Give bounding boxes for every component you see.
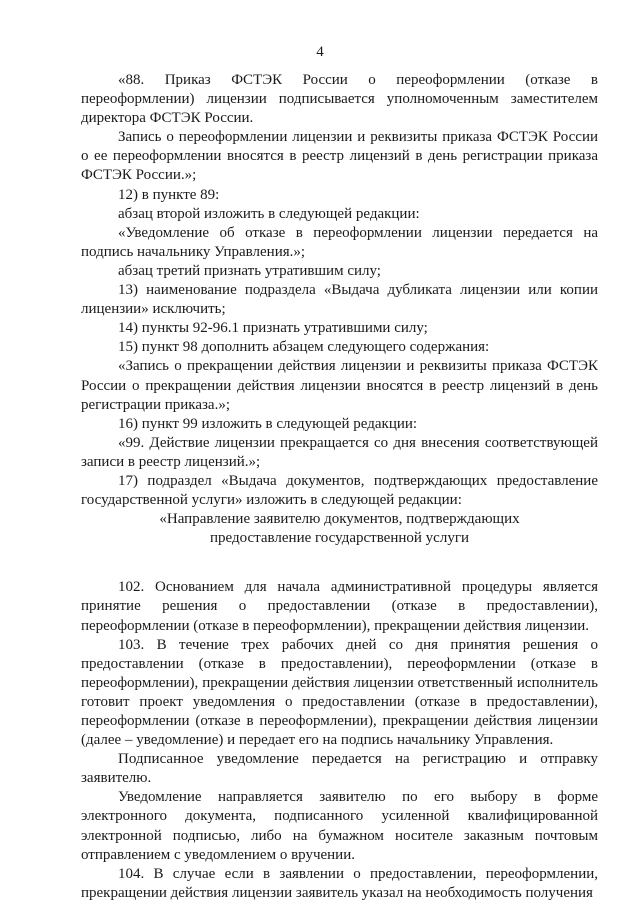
paragraph: Уведомление направляется заявителю по его выбору в форме электронного документа, подписанного усиленной квалифицированной электронной подписью, либо на бумажном носителе заказным почтовым отправлением с уведомлением о вручении. xyxy=(81,789,598,863)
paragraph: абзац второй изложить в следующей редакции: xyxy=(118,205,420,222)
paragraph: 13) наименование подраздела «Выдача дубликата лицензии или копии лицензии» исключить; xyxy=(81,282,598,318)
paragraph: 17) подраздел «Выдача документов, подтверждающих предоставление государственной услуги» изложить в следующей редакции: xyxy=(81,472,598,509)
page-number: 4 xyxy=(316,44,324,60)
paragraph: Запись о переоформлении лицензии и реквизиты приказа ФСТЭК России о ее переоформлении вносятся в реестр лицензий в день регистрации приказа ФСТЭК России.»; xyxy=(81,129,598,184)
paragraph: «Запись о прекращении действия лицензии и реквизиты приказа ФСТЭК России о прекращении действия лицензии вносятся в реестр лицензий в день регистрации приказа.»; xyxy=(81,358,598,413)
paragraph: «99. Действие лицензии прекращается со дня внесения соответствующей записи в реестр лицензий.»; xyxy=(81,434,598,470)
paragraph: 16) пункт 99 изложить в следующей редакции: xyxy=(118,415,418,432)
section-heading: «Направление заявителю документов, подтверждающих предоставление государственной услуги xyxy=(159,511,520,547)
paragraph: 104. В случае если в заявлении о предоставлении, переоформлении, прекращении действия лицензии заявитель указал на необходимость получения xyxy=(81,865,598,901)
paragraph: 103. В течение трех рабочих дней со дня принятия решения о предоставлении (отказе в предоставлении), переоформлении (отказе в переоформлении), прекращении действия лицензии ответственный исполнитель готовит проект уведомления о предоставлении (отказе в предоставлении), переоформлении (отказе в переоформлении), прекращении действия лицензии (далее – уведомление) и передает его на подпись начальнику Управления. xyxy=(81,636,598,749)
paragraph: 102. Основанием для начала административной процедуры является принятие решения о предоставлении (отказе в предоставлении), переоформлении (отказе в переоформлении), прекращении действия лицензии. xyxy=(81,579,598,634)
paragraph: абзац третий признать утратившим силу; xyxy=(118,262,381,279)
document-body xyxy=(81,71,598,903)
paragraph: «88. Приказ ФСТЭК России о переоформлении (отказе в переоформлении) лицензии подписывается уполномоченным заместителем директора ФСТЭК России. xyxy=(81,72,598,127)
paragraph: «Уведомление об отказе в переоформлении лицензии передается на подпись начальнику Управления.»; xyxy=(81,224,598,260)
spacer xyxy=(81,548,598,578)
paragraph: Подписанное уведомление передается на регистрацию и отправку заявителю. xyxy=(81,751,598,787)
paragraph: 12) в пункте 89: xyxy=(118,186,220,203)
paragraph: 15) пункт 98 дополнить абзацем следующего содержания: xyxy=(118,339,490,356)
paragraph: 14) пункты 92-96.1 признать утратившими силу; xyxy=(118,320,428,337)
